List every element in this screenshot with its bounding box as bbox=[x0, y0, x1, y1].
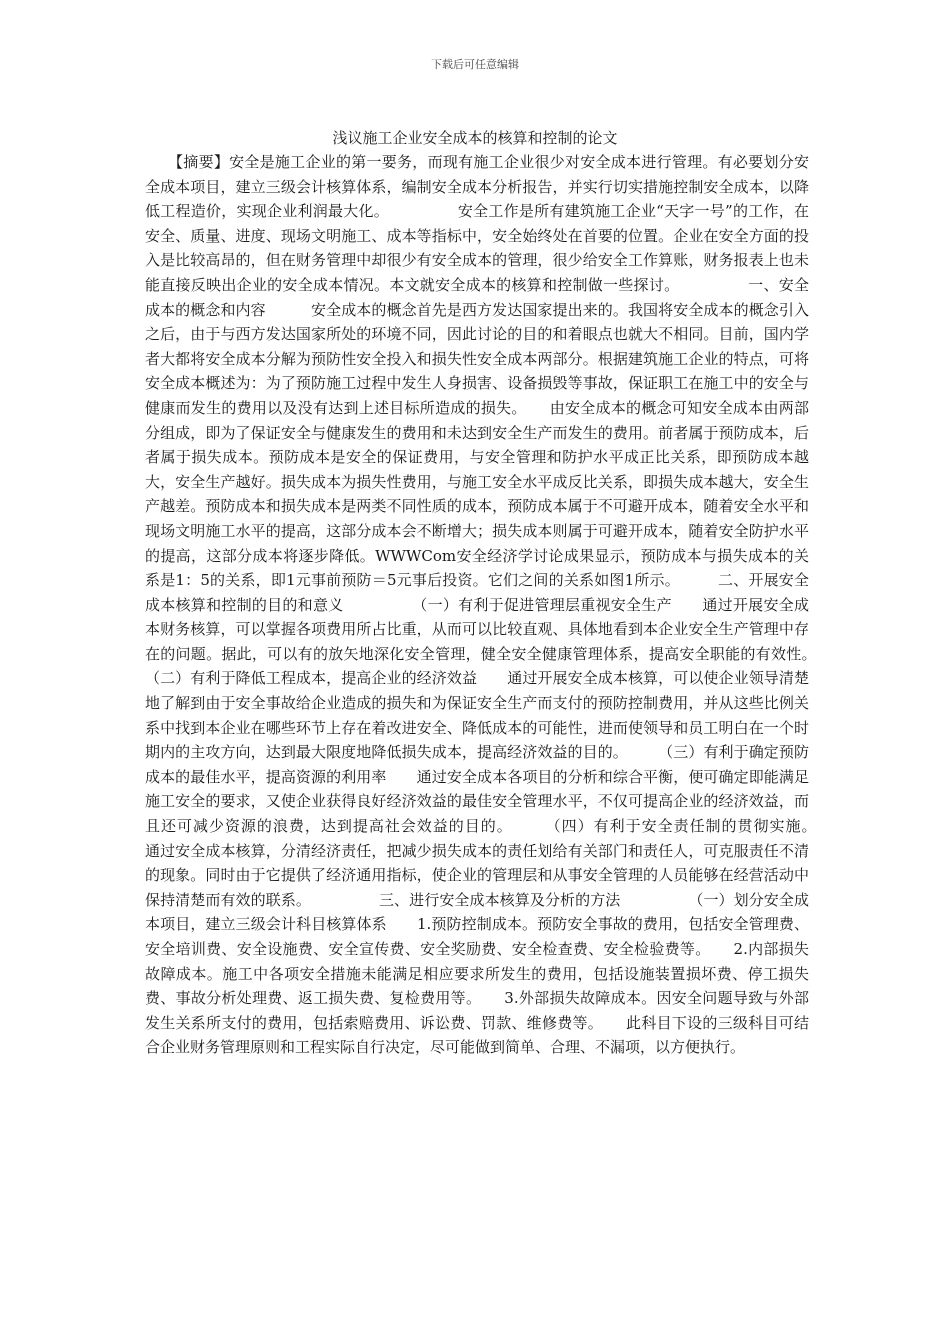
document-title: 浅议施工企业安全成本的核算和控制的论文 bbox=[332, 129, 618, 147]
page-header-note: 下载后可任意编辑 bbox=[431, 58, 519, 71]
document-body: 【摘要】安全是施工企业的第一要务，而现有施工企业很少对安全成本进行管理。有必要划分安全成本项目，建立三级会计核算体系，编制安全成本分析报告，并实行切实措施控制安全成本，以降低工程造价，实现企业利润最大化。 安全工作是所有建筑施工企业“天字一号”的工作，在安全、质量、进度、现场文明施工、成本等指标中，安全始终处在首要的位置。企业在安全方面的投入是比较高昂的，但在财务管理中却很少有安全成本的管理，很少给安全工作算账，财务报表上也未能直接反映出企业的安全成本情况。本文就安全成本的核算和控制做一些探讨。 一、安全成本的概念和内容 安全成本的概念首先是西方发达国家提出来的。我国将安全成本的概念引入之后，由于与西方发达国家所处的环境不同，因此讨论的目的和着眼点也就大不相同。目前，国内学者大都将安全成本分解为预防性安全投入和损失性安全成本两部分。根据建筑施工企业的特点，可将安全成本概述为：为了预防施工过程中发生人身损害、设备损毁等事故，保证职工在施工中的安全与健康而发生的费用以及没有达到上述目标所造成的损失。 由安全成本的概念可知安全成本由两部分组成，即为了保证安全与健康发生的费用和未达到安全生产而发生的费用。前者属于预防成本，后者属于损失成本。预防成本是安全的保证费用，与安全管理和防护水平成正比关系，即预防成本越大，安全生产越好。损失成本为损失性费用，与施工安全水平成反比关系，即损失成本越大，安全生产越差。预防成本和损失成本是两类不同性质的成本，预防成本属于不可避开成本，随着安全水平和现场文明施工水平的提高，这部分成本会不断增大；损失成本则属于可避开成本，随着安全防护水平的提高，这部分成本将逐步降低。WWWCom安全经济学讨论成果显示，预防成本与损失成本的关系是1：5的关系，即1元事前预防＝5元事后投资。它们之间的关系如图1所示。 二、开展安全成本核算和控制的目的和意义 （一）有利于促进管理层重视安全生产 通过开展安全成本财务核算，可以掌握各项费用所占比重，从而可以比较直观、具体地看到本企业安全生产管理中存在的问题。据此，可以有的放矢地深化安全管理，健全安全健康管理体系，提高安全职能的有效性。 （二）有利于降低工程成本，提高企业的经济效益 通过开展安全成本核算，可以使企业领导清楚地了解到由于安全事故给企业造成的损失和为保证安全生产而支付的预防控制费用，并从这些比例关系中找到本企业在哪些环节上存在着改进安全、降低成本的可能性，进而使领导和员工明白在一个时期内的主攻方向，达到最大限度地降低损失成本，提高经济效益的目的。 （三）有利于确定预防成本的最佳水平，提高资源的利用率 通过安全成本各项目的分析和综合平衡，便可确定即能满足施工安全的要求，又使企业获得良好经济效益的最佳安全管理水平，不仅可提高企业的经济效益，而且还可减少资源的浪费，达到提高社会效益的目的。 （四）有利于安全责任制的贯彻实施。 通过安全成本核算，分清经济责任，把减少损失成本的责任划给有关部门和责任人，可克服责任不清的现象。同时由于它提供了经济通用指标，使企业的管理层和从事安全管理的人员能够在经营活动中保持清楚而有效的联系。 三、进行安全成本核算及分析的方法 （一）划分安全成本项目，建立三级会计科目核算体系 1.预防控制成本。预防安全事故的费用，包括安全管理费、安全培训费、安全设施费、安全宣传费、安全奖励费、安全检查费、安全检验费等。 2.内部损失故障成本。施工中各项安全措施未能满足相应要求所发生的费用，包括设施装置损坏费、停工损失费、事故分析处理费、返工损失费、复检费用等。 3.外部损失故障成本。因安全问题导致与外部发生关系所支付的费用，包括索赔费用、诉讼费、罚款、维修费等。 此科目下设的三级科目可结合企业财务管理原则和工程实际自行决定，尽可能做到简单、合理、不漏项，以方便执行。 bbox=[145, 153, 855, 1057]
